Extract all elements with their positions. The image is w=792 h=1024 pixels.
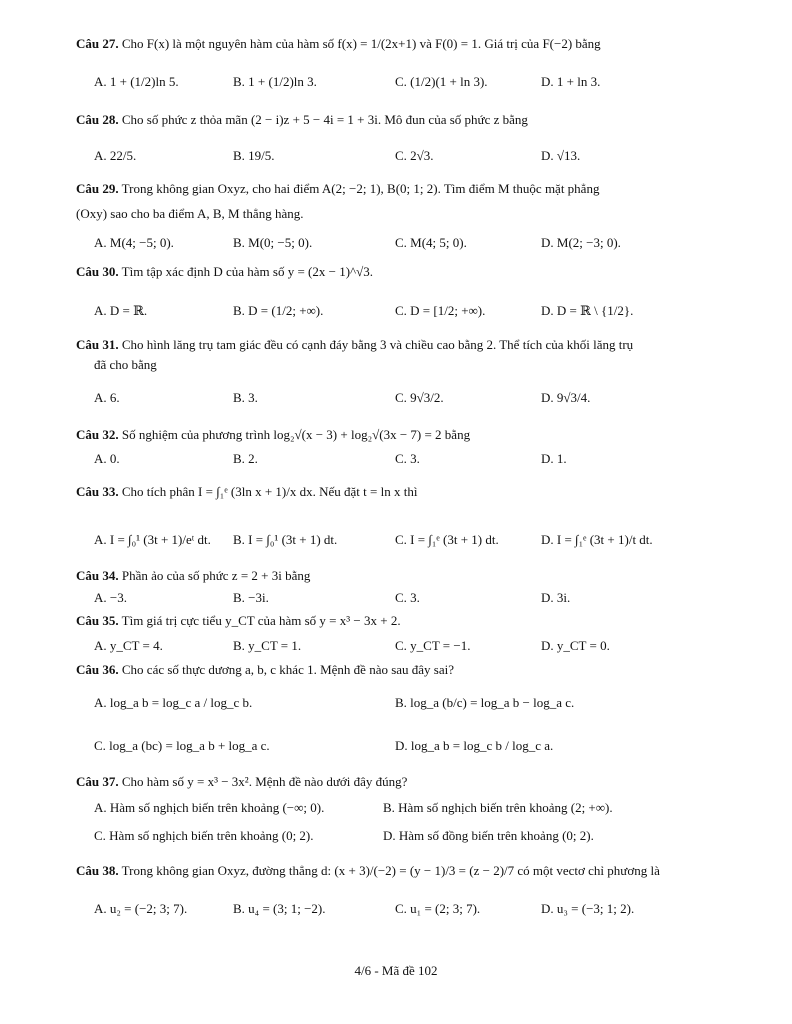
option-b: B. y_CT = 1. — [233, 638, 302, 653]
option-b: B. log_a (b/c) = log_a b − log_a c. — [395, 695, 575, 710]
option-c: C. 2√3. — [395, 148, 434, 163]
question-28 — [76, 112, 716, 128]
option-c: C. 3. — [395, 451, 420, 466]
question-31 — [76, 337, 716, 353]
option-a: A. Hàm số nghịch biến trên khoảng (−∞; 0). — [94, 800, 325, 815]
question-text: Cho hình lăng trụ tam giác đều có cạnh đáy bằng 3 và chiều cao bằng 2. Thể tích của khối lăng trụ — [121, 337, 634, 352]
question-text: Cho tích phân I = ∫₁ᵉ (3ln x + 1)/x dx. Nếu đặt t = ln x thì — [121, 484, 418, 499]
option-d: D. Hàm số đồng biến trên khoảng (0; 2). — [383, 828, 594, 843]
question-35 — [76, 613, 716, 629]
question-number: Câu 37. — [76, 774, 119, 789]
option-a: A. 22/5. — [94, 148, 137, 163]
option-d: D. y_CT = 0. — [541, 638, 610, 653]
option-a: A. I = ∫₀¹ (3t + 1)/eᵗ dt. — [94, 532, 211, 547]
option-c: C. M(4; 5; 0). — [395, 235, 467, 250]
option-d: D. M(2; −3; 0). — [541, 235, 621, 250]
option-a: A. D = ℝ. — [94, 303, 148, 318]
option-d: D. √13. — [541, 148, 581, 163]
option-d: D. 1 + ln 3. — [541, 74, 601, 89]
question-text: Phần ảo của số phức z = 2 + 3i bằng — [121, 568, 311, 583]
option-d: D. 9√3/4. — [541, 390, 591, 405]
question-29-line-2: (Oxy) sao cho ba điểm A, B, M thẳng hàng. — [76, 206, 304, 221]
option-b: B. 1 + (1/2)ln 3. — [233, 74, 317, 89]
option-d: D. u₃ = (−3; 1; 2). — [541, 901, 635, 916]
option-a: A. log_a b = log_c a / log_c b. — [94, 695, 253, 710]
question-37 — [76, 774, 716, 790]
option-b: B. M(0; −5; 0). — [233, 235, 313, 250]
option-c: C. D = [1/2; +∞). — [395, 303, 486, 318]
option-d: D. I = ∫₁ᵉ (3t + 1)/t dt. — [541, 532, 653, 547]
question-34 — [76, 568, 716, 584]
option-c: C. 9√3/2. — [395, 390, 444, 405]
option-b: B. −3i. — [233, 590, 269, 605]
option-a: A. y_CT = 4. — [94, 638, 163, 653]
option-a: A. −3. — [94, 590, 127, 605]
question-text: Tìm giá trị cực tiểu y_CT của hàm số y = x³ − 3x + 2. — [121, 613, 401, 628]
option-a: A. 0. — [94, 451, 120, 466]
option-c: C. y_CT = −1. — [395, 638, 471, 653]
option-a: A. u₂ = (−2; 3; 7). — [94, 901, 188, 916]
question-text: Cho số phức z thỏa mãn (2 − i)z + 5 − 4i = 1 + 3i. Mô đun của số phức z bằng — [121, 112, 528, 127]
option-d: D. D = ℝ \ {1/2}. — [541, 303, 634, 318]
question-text: Tìm tập xác định D của hàm số y = (2x − 1)^√3. — [121, 264, 374, 279]
option-b: B. 2. — [233, 451, 258, 466]
question-36 — [76, 662, 716, 678]
option-b: B. 3. — [233, 390, 258, 405]
question-31-line-2: đã cho bằng — [94, 357, 157, 372]
option-a: A. 6. — [94, 390, 120, 405]
question-number: Câu 36. — [76, 662, 119, 677]
page-footer: 4/6 - Mã đề 102 — [354, 963, 438, 978]
option-a: A. M(4; −5; 0). — [94, 235, 174, 250]
question-text: Trong không gian Oxyz, đường thẳng d: (x + 3)/(−2) = (y − 1)/3 = (z − 2)/7 có một vectơ chỉ phương là — [121, 863, 660, 878]
option-c: C. 3. — [395, 590, 420, 605]
option-b: B. Hàm số nghịch biến trên khoảng (2; +∞). — [383, 800, 613, 815]
question-33 — [76, 484, 716, 500]
question-number: Câu 27. — [76, 36, 119, 51]
option-d: D. 3i. — [541, 590, 571, 605]
question-number: Câu 34. — [76, 568, 119, 583]
option-c: C. I = ∫₁ᵉ (3t + 1) dt. — [395, 532, 499, 547]
option-c: C. (1/2)(1 + ln 3). — [395, 74, 488, 89]
option-c: C. log_a (bc) = log_a b + log_a c. — [94, 738, 270, 753]
option-a: A. 1 + (1/2)ln 5. — [94, 74, 179, 89]
question-number: Câu 29. — [76, 181, 119, 196]
option-d: D. 1. — [541, 451, 567, 466]
question-number: Câu 35. — [76, 613, 119, 628]
option-c: C. u₁ = (2; 3; 7). — [395, 901, 481, 916]
option-b: B. I = ∫₀¹ (3t + 1) dt. — [233, 532, 338, 547]
question-38 — [76, 863, 716, 879]
option-b: B. u₄ = (3; 1; −2). — [233, 901, 326, 916]
question-text: Cho F(x) là một nguyên hàm của hàm số f(x) = 1/(2x+1) và F(0) = 1. Giá trị của F(−2) bằng — [121, 36, 601, 51]
question-number: Câu 28. — [76, 112, 119, 127]
question-text: Cho các số thực dương a, b, c khác 1. Mệnh đề nào sau đây sai? — [121, 662, 455, 677]
question-30 — [76, 264, 716, 280]
option-b: B. D = (1/2; +∞). — [233, 303, 324, 318]
question-27 — [76, 36, 716, 52]
question-text: Số nghiệm của phương trình log₂√(x − 3) + log₂√(3x − 7) = 2 bằng — [121, 427, 471, 442]
option-c: C. Hàm số nghịch biến trên khoảng (0; 2). — [94, 828, 314, 843]
question-number: Câu 31. — [76, 337, 119, 352]
question-29 — [76, 181, 716, 197]
question-text: Cho hàm số y = x³ − 3x². Mệnh đề nào dưới đây đúng? — [121, 774, 408, 789]
question-number: Câu 30. — [76, 264, 119, 279]
question-text: Trong không gian Oxyz, cho hai điểm A(2; −2; 1), B(0; 1; 2). Tìm điểm M thuộc mặt phẳng — [121, 181, 600, 196]
option-b: B. 19/5. — [233, 148, 275, 163]
question-number: Câu 38. — [76, 863, 119, 878]
question-number: Câu 33. — [76, 484, 119, 499]
option-d: D. log_a b = log_c b / log_c a. — [395, 738, 554, 753]
question-number: Câu 32. — [76, 427, 119, 442]
question-32 — [76, 427, 716, 443]
